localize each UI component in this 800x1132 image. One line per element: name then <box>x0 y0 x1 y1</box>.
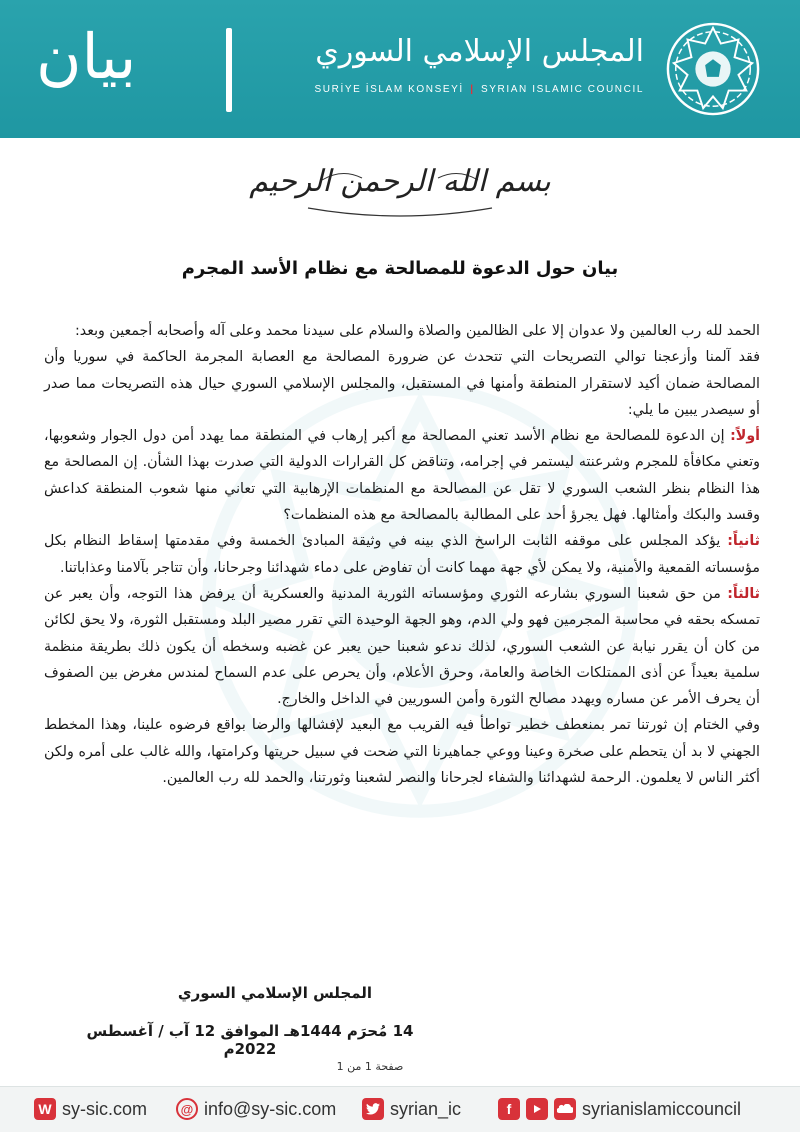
email-text: info@sy-sic.com <box>204 1098 337 1119</box>
header-divider <box>226 28 232 112</box>
council-logo-icon <box>664 20 762 118</box>
basmala-calligraphy: بسم الله الرحمن الرحيم <box>249 164 551 199</box>
org-subtitle-separator: | <box>470 84 475 95</box>
org-subtitle <box>315 84 644 95</box>
youtube-icon <box>526 1098 548 1120</box>
document-title: بيان حول الدعوة للمصالحة مع نظام الأسد المجرم <box>181 258 619 279</box>
point-two-label: ثانياً: <box>727 533 760 550</box>
closing-paragraph: وفي الختام إن ثورتنا تمر بمنعطف خطير تواطأ فيه القريب مع البعيد لإفشالها والرضا بواقع فرضوه علينا، وهذا المخطط الجهني لا بد أن يتحطم على صخرة وعينا ووعي جماهيرنا التي ضحت في سبيل حريتها وكرامتها، والله غالب على أمره ولكن أكثر الناس لا يعلمون. الرحمة لشهدائنا والشفاء لجرحانا والنصر لشعبنا وثورتنا، والحمد لله رب العالمين. <box>44 717 760 787</box>
point-two-text: يؤكد المجلس على موقفه الثابت الراسخ الذي بينه في وثيقة المبادئ الخمسة وفي مقدمتها إسقاط النظام بكل مؤسساته القمعية والأمنية، ولا يمكن لأي جهة مهما كانت أن تفاوض على دماء شهدائنا وجرحانا، وأن تتاجر بآلامنا وعذاباتنا. <box>44 533 760 576</box>
footer-social[interactable] <box>498 1096 741 1122</box>
signature-org: المجلس الإسلامي السوري <box>177 984 373 1002</box>
soundcloud-icon <box>554 1098 576 1120</box>
header-banner <box>0 0 800 138</box>
twitter-icon <box>362 1098 384 1120</box>
context-paragraph: فقد آلمنا وأزعجنا توالي التصريحات التي تتحدث عن ضرورة المصالحة مع العصابة المجرمة الحاكمة في سوريا وأن المصالحة ضمان أكيد لاستقرار المنطقة وأمنها في المستقبل، والمجلس الإسلامي السوري حيال هذه التصريحات مما صدر أو سيصدر يبين ما يلي: <box>44 349 760 418</box>
footer-twitter[interactable] <box>362 1096 461 1122</box>
statement-label: بيان <box>36 20 137 93</box>
footer-email[interactable] <box>176 1096 336 1122</box>
org-subtitle-turkish: SURİYE İSLAM KONSEYİ <box>314 84 464 95</box>
point-three-text: من حق شعبنا السوري بشارعه الثوري ومؤسساته الثورية المدنية والعسكرية أن يرفض هذا التوجه، وأن يعبر عن تمسكه بحقه في محاسبة المجرمين فهو ولي الدم، وهو الجهة الوحيدة التي تقرر مصير البلد ومستقبل الثورة، ولا يحق لكائن من كان أن يقرر نيابة عن الشعب السوري، لذلك ندعو شعبنا حين يعبر عن غضبه وسخطه أن يكون ذلك بطريقة منظمة سلمية بعيداً عن أذى الممتلكات الخاصة والعامة، وحرق الأعلام، وأن يحرص على عدم السماح لمندس مغرض بين الصفوف أن يحرف الأمر عن مساره ويهدد مصالح الثورة وأمن السوريين في الداخل والخارج. <box>44 585 760 708</box>
point-three-label: ثالثاً: <box>727 585 760 602</box>
point-three-paragraph <box>44 581 760 712</box>
footer-website[interactable] <box>34 1096 147 1122</box>
org-subtitle-english: SYRIAN ISLAMIC COUNCIL <box>480 84 644 95</box>
point-one-paragraph <box>44 423 760 528</box>
statement-body <box>44 318 760 791</box>
signature-date: 14 مُحرَم 1444هـ الموافق 12 آب / آغسطس 2022م <box>86 1022 414 1058</box>
email-icon: @ <box>176 1098 198 1120</box>
website-icon: W <box>34 1098 56 1120</box>
facebook-icon: f <box>498 1098 520 1120</box>
point-one-label: أولاً: <box>730 428 760 445</box>
social-handle-text: syrianislamiccouncil <box>582 1098 742 1119</box>
point-one-text: إن الدعوة للمصالحة مع نظام الأسد تعني المصالحة مع أكبر إرهاب في المنطقة مما يهدد أمن دول الجوار وشعوبها، وتعني مكافأة للمجرم وشرعنته ليستمر في إجرامه، وتناقض كل القرارات الدولية التي صدرت بهذا الشأن. إن المصالحة مع هذا النظام بنظر الشعب السوري لا تقل عن المصالحة مع المنظمات الإرهابية التي تعاني منها شعوب المنطقة كداعش وقسد والبكك وأمثالها. فهل يجرؤ أحد على المطالبة بالمصالحة مع هذه المنظمات؟ <box>44 428 760 524</box>
org-name-arabic: المجلس الإسلامي السوري <box>315 34 644 69</box>
point-two-paragraph <box>44 528 760 581</box>
intro-paragraph: الحمد لله رب العالمين ولا عدوان إلا على الظالمين والصلاة والسلام على سيدنا محمد وعلى آله وأصحابه أجمعين وبعد: <box>75 323 760 339</box>
twitter-text: syrian_ic <box>390 1098 462 1119</box>
page-number: صفحة 1 من 1 <box>336 1060 404 1073</box>
footer-contact-bar <box>0 1086 800 1132</box>
website-text: sy-sic.com <box>62 1098 147 1119</box>
